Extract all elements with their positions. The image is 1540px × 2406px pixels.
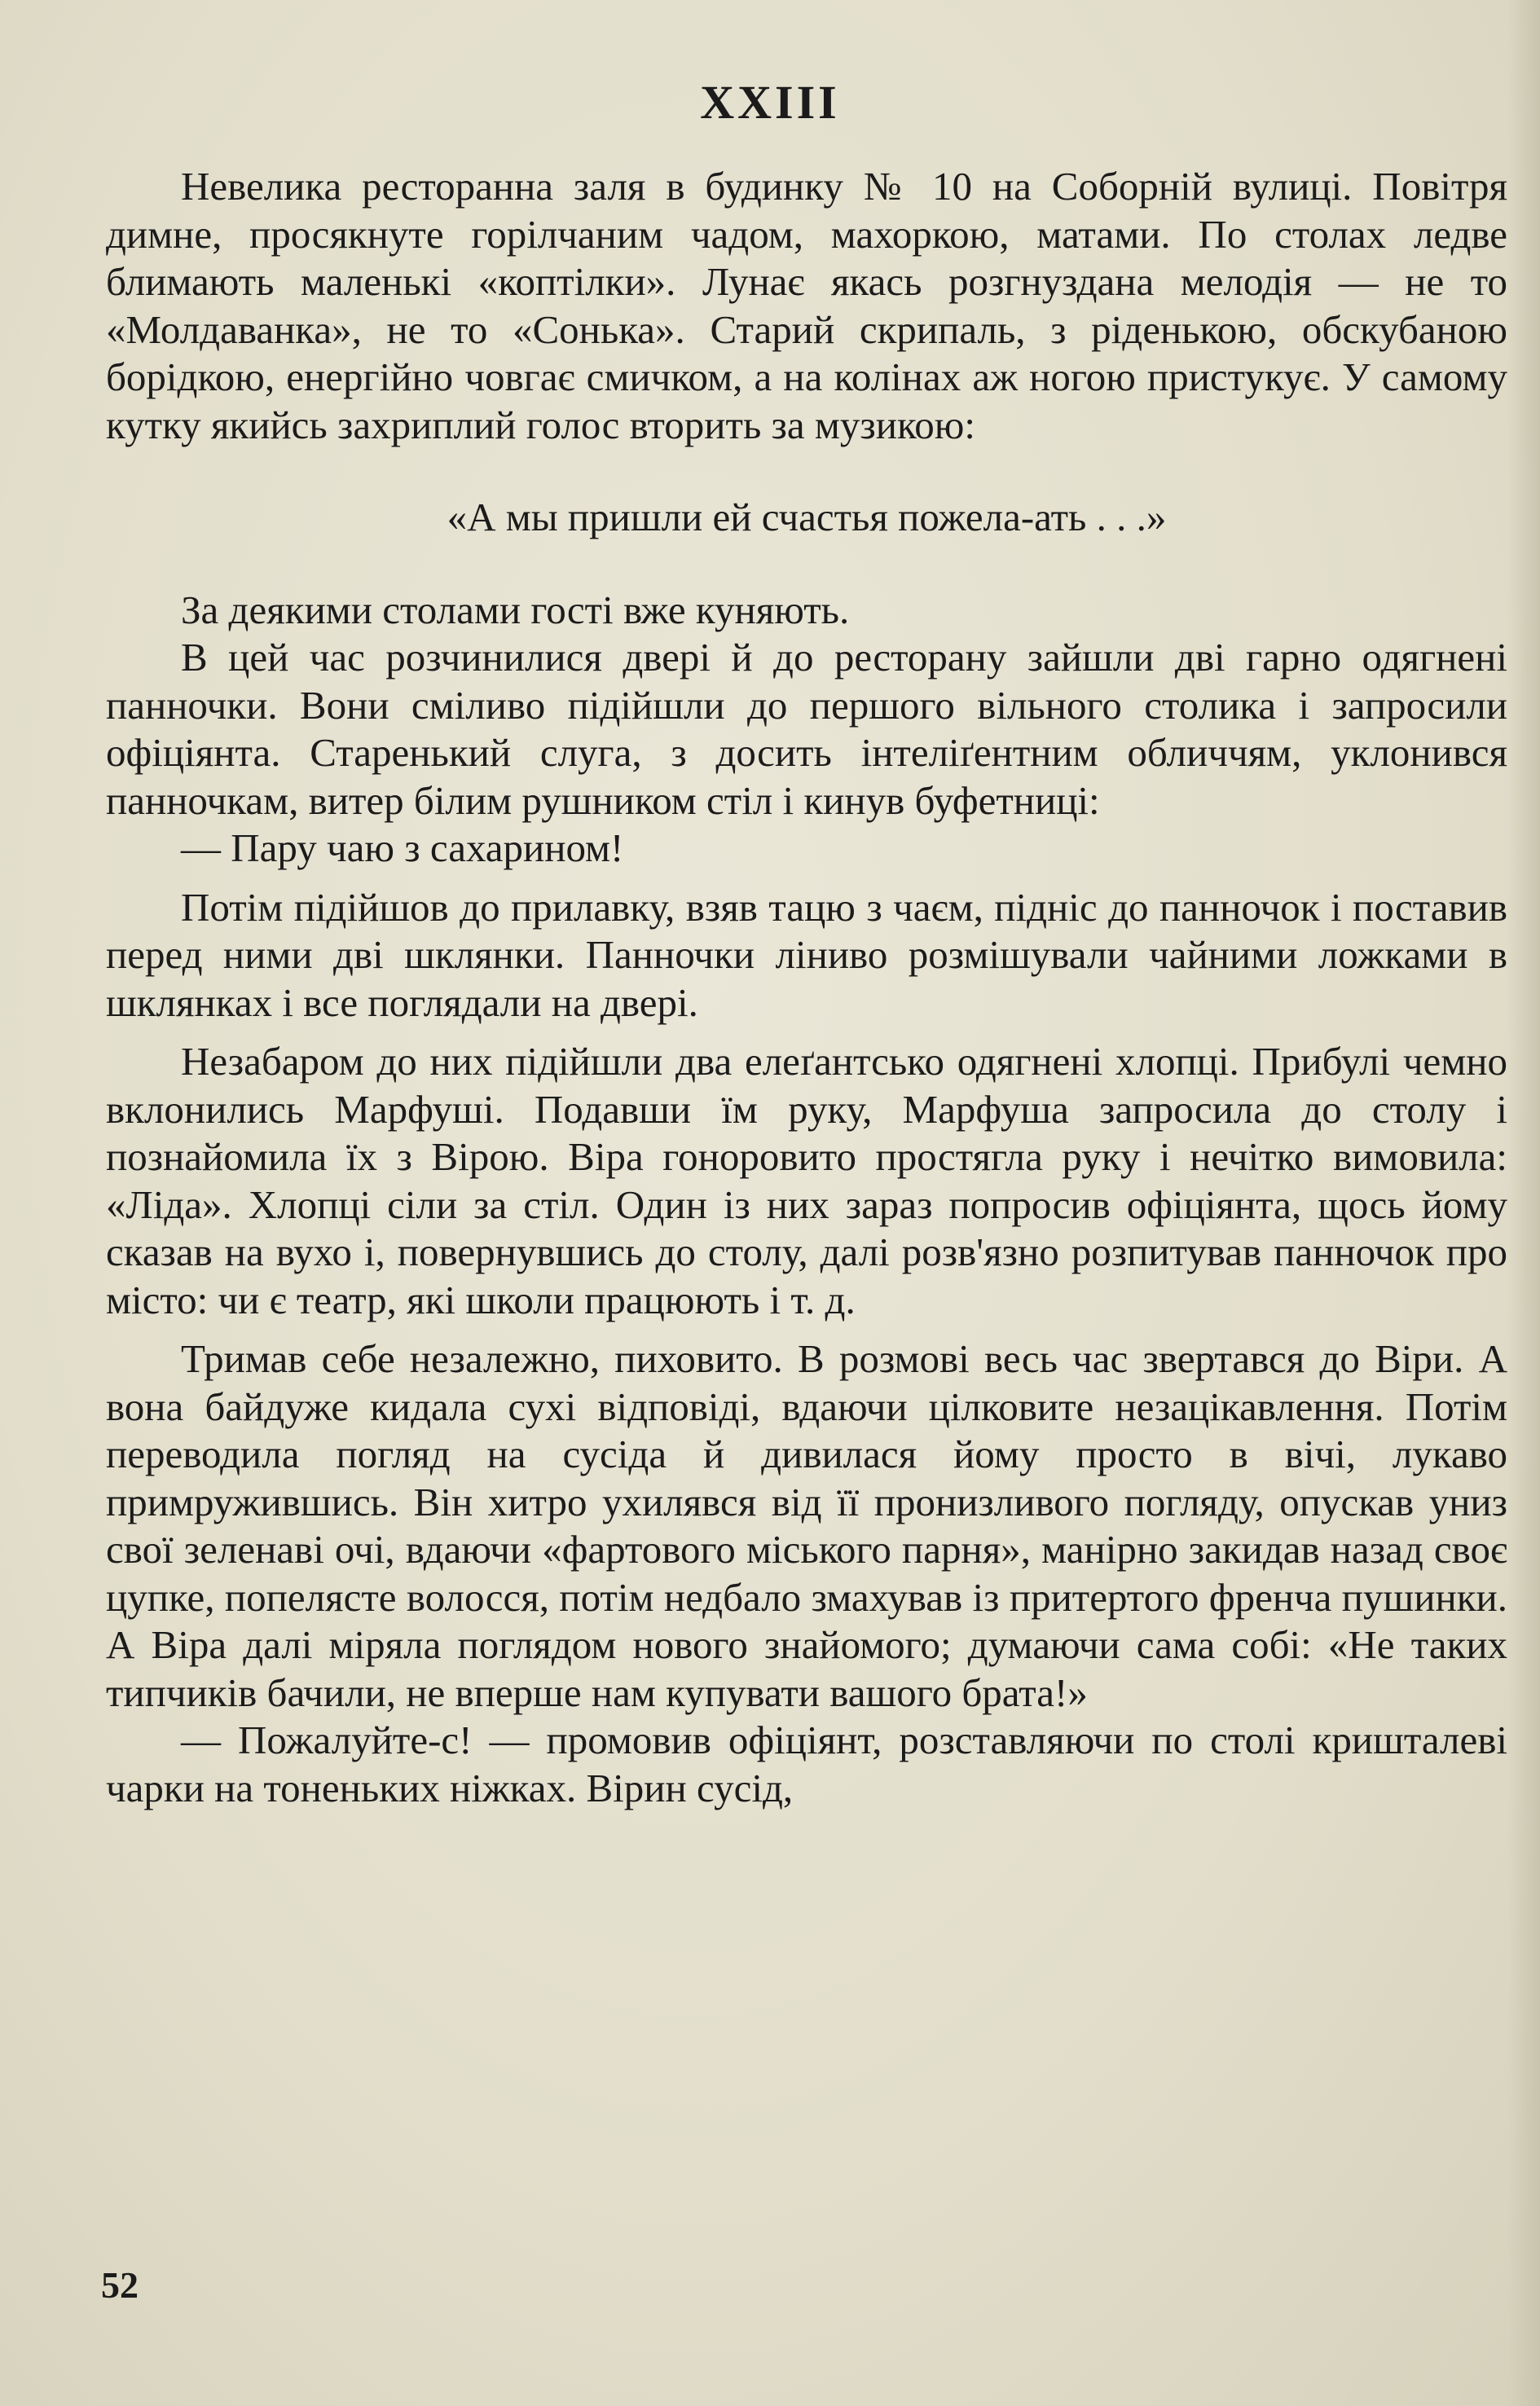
paragraph: В цей час розчинилися двері й до ресторану зайшли дві гарно одягнені панночки. Вони сміливо підійшли до першого вільного столика і запросили офіціянта. Старенький слуга, з досить інтеліґентним обличчям, уклонився панночкам, витер білим рушником стіл і кинув буфетниці: bbox=[106, 635, 1507, 823]
song-quote: «А мы пришли ей счастья пожела-ать . . .» bbox=[447, 495, 1167, 539]
page-number: 52 bbox=[101, 2264, 139, 2306]
paragraph: Незабаром до них підійшли два елеґантсько одягнені хлопці. Прибулі чемно вклонились Марфуші. Подавши їм руку, Марфуша запросила до столу і познайомила їх з Вірою. Віра гоноровито простягла руку і нечітко вимовила: «Ліда». Хлопці сіли за стіл. Один із них зараз попросив офіціянта, щось йому сказав на вухо і, повернувшись до столу, далі розв'язно розпитував панночок про місто: чи є театр, які школи працюють і т. д. bbox=[106, 1039, 1507, 1322]
dialogue-line: — Пару чаю з сахарином! bbox=[181, 825, 624, 870]
paragraph: За деякими столами гості вже куняють. bbox=[181, 587, 850, 632]
dialogue-line: — Пожалуйте-с! — промовив офіціянт, розставляючи по столі кришталеві чарки на тоненьких ніжках. Вірин сусід, bbox=[106, 1718, 1507, 1810]
paragraph: Невелика ресторанна заля в будинку № 10 на Соборній вулиці. Повітря димне, просякнуте горілчаним чадом, махоркою, матами. По столах ледве блимають маленькі «коптілки». Лунає якась розгнуздана мелодія — не то «Молдаванка», не то «Сонька». Старий скрипаль, з ріденькою, обскубаною борідкою, енергійно човгає смичком, а на колінах аж ногою пристукує. У самому кутку якийсь захриплий голос вторить за музикою: bbox=[106, 164, 1507, 447]
paragraph: Потім підійшов до прилавку, взяв тацю з чаєм, підніс до панночок і поставив перед ними дві шклянки. Панночки ліниво розмішували чайними ложками в шклянках і все поглядали на двері. bbox=[106, 884, 1507, 1025]
chapter-heading: XXIII bbox=[700, 76, 840, 129]
paragraph: Тримав себе незалежно, пиховито. В розмові весь час звертався до Віри. А вона байдуже кидала сухі відповіді, вдаючи цілковите незацікавлення. Потім переводила погляд на сусіда й дивилася йому просто в вічі, лукаво примружившись. Він хитро ухилявся від її пронизливого погляду, опускав униз свої зеленаві очі, вдаючи «фартового міського парня», манірно закидав назад своє цупке, попелясте волосся, потім недбало змахував із притертого френча пушинки. А Віра далі міряла поглядом нового знайомого; думаючи сама собі: «Не таких типчиків бачили, не вперше нам купувати вашого брата!» bbox=[106, 1336, 1507, 1715]
page-body bbox=[106, 163, 1507, 1812]
